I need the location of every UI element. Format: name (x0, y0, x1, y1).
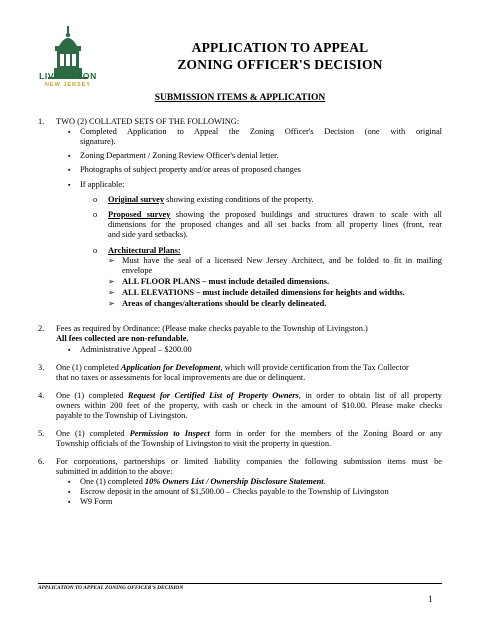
item4-part: One (1) completed (56, 391, 128, 400)
application-for-development: Application for Development (120, 363, 221, 372)
page-number: 1 (428, 594, 433, 604)
item3-line2: that no taxes or assessments for local improvements are due or delinquent. (56, 373, 306, 382)
item2-notice: All fees collected are non-refundable. (56, 334, 189, 343)
list-item: If applicable: (80, 180, 125, 189)
item-number: 1. (38, 117, 45, 126)
certified-list-request: Request for Certified List of Property Owners (127, 391, 299, 400)
fee-item: Administrative Appeal – $200.00 (80, 345, 192, 354)
proposed-survey-line3: and side yard setbacks). (108, 230, 189, 239)
arch-item: ALL ELEVATIONS – must include detailed dimensions for heights and widths. (122, 288, 405, 297)
list-item: Completed Application to Appeal the Zoning Officer's Decision (one with original (80, 127, 442, 136)
item3-part: , which will provide certification from the Tax Collector (220, 363, 409, 372)
footer-divider (38, 583, 442, 584)
arch-item: Areas of changes/alterations should be clearly delineated. (122, 299, 327, 308)
original-survey-text: showing existing conditions of the property. (164, 195, 314, 204)
item5-part: One (1) completed (56, 429, 130, 438)
circle-bullet-icon: o (93, 246, 98, 255)
footer-text: APPLICATION TO APPEAL ZONING OFFICER'S DECISION (38, 585, 184, 591)
square-bullet-icon: ▪ (68, 498, 71, 506)
proposed-survey-label: Proposed survey (108, 210, 171, 219)
item4-line3: payable to the Township of Livingston. (56, 411, 188, 420)
square-bullet-icon: ▪ (68, 346, 71, 354)
item-number: 4. (38, 391, 45, 400)
ownership-disclosure-statement: 10% Owners List / Ownership Disclosure Statement (144, 477, 324, 486)
list-item: signature). (80, 137, 116, 146)
square-bullet-icon: ▪ (68, 488, 71, 496)
square-bullet-icon: ▪ (68, 166, 71, 174)
item5-line2: Township officials of the Township of Livingston to visit the property in question. (56, 439, 332, 448)
item4-text (56, 391, 442, 402)
item6-text: For corporations, partnerships or limited liability companies the following submission items must be (56, 457, 442, 466)
document-title-line1: APPLICATION TO APPEAL (191, 40, 369, 55)
logo-wordmark: LIVINGSTON (39, 71, 97, 81)
item-number: 6. (38, 457, 45, 466)
item4-line2: owners within 200 feet of the property, with cash or check in the amount of $10.00. Please make checks (56, 401, 442, 410)
arrow-bullet-icon: ➢ (108, 299, 115, 308)
proposed-survey-text: showing the proposed buildings and structures drawn to scale with all (170, 210, 442, 219)
item5-part: form in order for the members of the Zoning Board or any (209, 429, 442, 438)
item-number: 2. (38, 324, 45, 333)
circle-bullet-icon: o (93, 210, 98, 219)
square-bullet-icon: ▪ (68, 181, 71, 189)
item-number: 5. (38, 429, 45, 438)
square-bullet-icon: ▪ (68, 128, 71, 136)
item2-text: Fees as required by Ordinance: (Please make checks payable to the Township of Livingston.) (56, 324, 368, 333)
arrow-bullet-icon: ➢ (108, 256, 115, 265)
item-number: 3. (38, 363, 45, 372)
item5-text (56, 429, 442, 440)
item6-line2: submitted in addition to the above: (56, 467, 173, 476)
square-bullet-icon: ▪ (68, 478, 71, 486)
list-item: Zoning Department / Zoning Review Officer's denial letter. (80, 151, 279, 160)
permission-to-inspect: Permission to Inspect (129, 429, 210, 438)
submission-item (80, 477, 326, 488)
section-heading: SUBMISSION ITEMS & APPLICATION (154, 93, 326, 103)
original-survey-label: Original survey (108, 195, 165, 204)
submission-item: Escrow deposit in the amount of $1,500.00 – Checks payable to the Township of Livingston (80, 487, 389, 496)
item1-text: TWO (2) COLLATED SETS OF THE FOLLOWING: (56, 117, 240, 126)
arch-item: envelope (122, 266, 153, 275)
item3-text (56, 363, 409, 374)
circle-bullet-icon: o (93, 195, 98, 204)
proposed-survey-item (108, 210, 442, 221)
submission-item: W9 Form (80, 497, 113, 506)
item4-part: , in order to obtain list of all property (298, 391, 442, 400)
item6-part: One (1) completed (80, 477, 145, 486)
arch-item: Must have the seal of a licensed New Jersey Architect, and be folded to fit in mailing (122, 256, 442, 265)
document-title-line2: ZONING OFFICER'S DECISION (177, 57, 383, 72)
arrow-bullet-icon: ➢ (108, 277, 115, 286)
item6-part: . (323, 477, 326, 486)
list-item: Photographs of subject property and/or areas of proposed changes (80, 165, 301, 174)
arrow-bullet-icon: ➢ (108, 288, 115, 297)
architectural-plans-label: Architectural Plans: (108, 246, 181, 255)
square-bullet-icon: ▪ (68, 152, 71, 160)
logo-subtitle: NEW JERSEY (44, 82, 92, 88)
original-survey-item (108, 195, 314, 206)
item3-part: One (1) completed (56, 363, 121, 372)
arch-item: ALL FLOOR PLANS – must include detailed dimensions. (122, 277, 330, 286)
proposed-survey-line2: dimensions for the proposed changes and all set backs from all property lines (front, rear (108, 220, 442, 229)
